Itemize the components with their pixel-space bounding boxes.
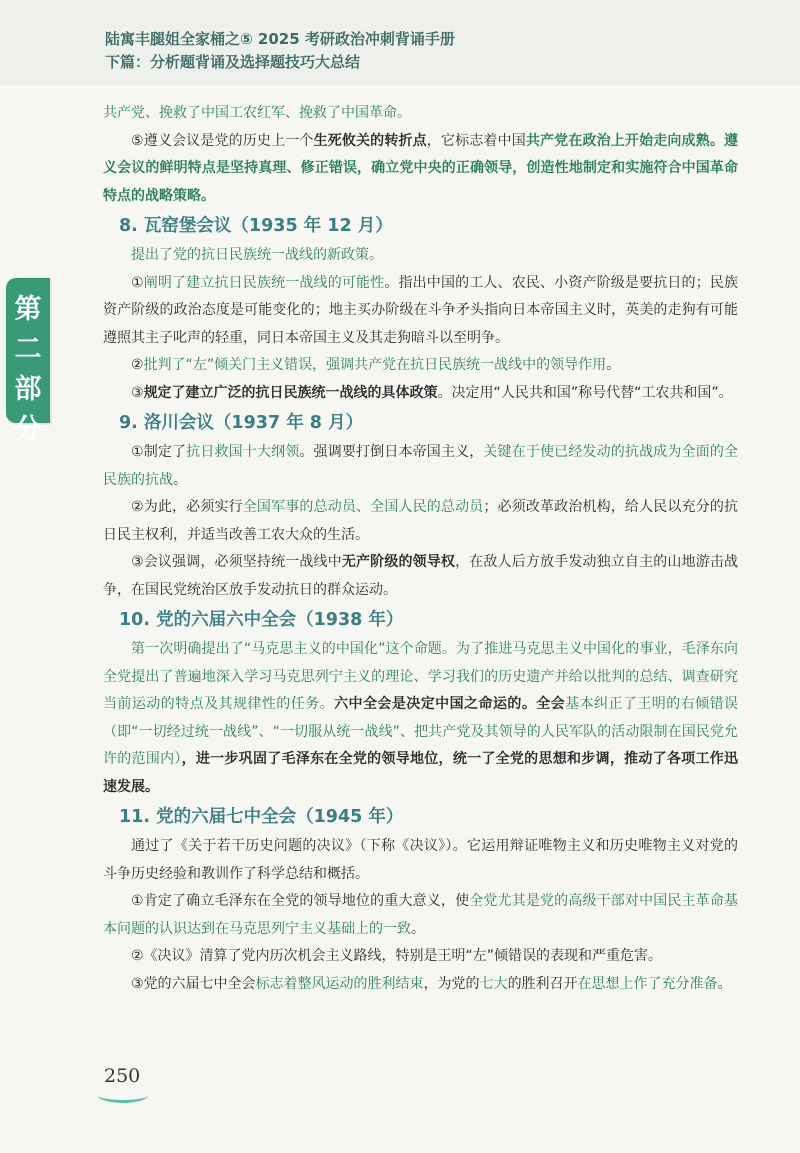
page-number-underline (98, 1088, 148, 1103)
text-run: ③党的六届七中全会 (131, 975, 256, 992)
text-run: 。决定用“人民共和国”称号代替“工农共和国”。 (437, 384, 733, 401)
text-run: 通过了《关于若干历史问题的决议》（下称《决议》）。它运用辩证唯物主义和历史唯物主义对党的斗争历史经验和教训作了科学总结和概括。 (103, 838, 738, 882)
text-run: ，它标志着中国 (426, 132, 526, 149)
text-run: 阐明了建立抗日民族统一战线的可能性 (143, 274, 385, 291)
paragraph (103, 943, 738, 971)
text-run: 。 (717, 975, 732, 992)
paragraph (103, 636, 738, 801)
paragraph (103, 380, 738, 408)
text-run: ② (131, 357, 144, 373)
text-run: 提出了党的抗日民族统一战线的新政策。 (131, 247, 383, 263)
text-run: ，进一步巩固了毛泽东在全党的领导地位，统一了全党的思想和步调，推动了各项工作迅速发展。 (103, 751, 739, 795)
text-run: 共产党、挽救了中国工农红军、挽救了中国革命。 (103, 105, 411, 121)
page-header (0, 0, 800, 85)
part-subtitle: 下篇：分析题背诵及选择题技巧大总结 (105, 53, 361, 71)
text-run: 。强调要打倒日本帝国主义， (299, 444, 484, 460)
page-body (103, 100, 738, 998)
text-run: ，在敌人后方放手发动独立自主的山地游击战争，在国民党统治区放手发动抗日的群众运动。 (103, 554, 739, 598)
paragraph (103, 439, 738, 494)
text-run: ；必须改革政治机构，给人民以充分的抗日民主权利，并适当改善工农大众的生活。 (103, 499, 738, 543)
paragraph (103, 352, 738, 380)
text-run: 的胜利召开 (507, 975, 578, 992)
text-run: ⑤遵义会议是党的历史上一个 (131, 132, 314, 149)
text-run: 生死攸关的转折点 (313, 132, 427, 149)
page-number: 250 (104, 1065, 141, 1087)
text-run: 七大 (479, 975, 508, 992)
section-heading: 10. 党的六届六中全会（1938 年） (119, 610, 404, 630)
text-run: 第一次明确提出了“马克思主义的中国化”这个命题。为了推进马克思主义中国化的事业，毛泽东向全党提出了普遍地深入学习马克思列宁主义的理论、学习我们的历史遗产并给以批判的总结、调查研究当前运动的特点及其规律性的任务。 (103, 641, 738, 712)
text-run: ②《决议》清算了党内历次机会主义路线，特别是王明“左”倾错误的表现和严重危害。 (131, 948, 663, 964)
text-run: 。 (606, 357, 621, 373)
section-heading: 9. 洛川会议（1937 年 8 月） (119, 413, 364, 433)
paragraph (103, 270, 738, 353)
section-heading: 11. 党的六届七中全会（1945 年） (119, 807, 404, 827)
text-run: 关键在于使已经发动的抗战成为全面的全民族的抗战 (103, 444, 739, 488)
text-run: 标志着整风运动的胜利结束 (255, 975, 424, 992)
text-run: 全党尤其是党的高级干部对中国民主革命基本问题的认识达到在马克思列宁主义基础上的一致 (103, 893, 738, 937)
book-title: 陆寓丰腿姐全家桶之⑤ 2025 考研政治冲刺背诵手册 (105, 30, 455, 48)
text-run: 规定了建立广泛的抗日民族统一战线的具体政策 (143, 384, 438, 401)
paragraph (103, 833, 738, 888)
text-run: 六中全会是决定中国之命运的。全会 (334, 696, 566, 712)
side-tab-label: 第二部分 (14, 294, 42, 445)
text-run: 。 (411, 920, 425, 937)
paragraph (103, 549, 738, 604)
section-heading: 8. 瓦窑堡会议（1935 年 12 月） (119, 216, 393, 236)
text-run: ③ (131, 384, 144, 401)
text-run: 全国军事的总动员、全国人民的总动员 (242, 499, 484, 515)
side-section-tab (6, 278, 50, 445)
text-run: ① (131, 274, 144, 291)
paragraph (103, 494, 738, 549)
text-run: ③会议强调，必须坚持统一战线中 (131, 554, 342, 570)
paragraph (103, 100, 738, 128)
paragraph (103, 888, 738, 943)
text-run: 。 (173, 471, 187, 488)
text-run: 共产党在政治上开始走向成熟。遵义会议的鲜明特点是坚持真理、修正错误，确立党中央的正确领导，创造性地制定和实施符合中国革命特点的战略策略。 (103, 132, 739, 204)
paragraph (103, 971, 738, 999)
text-run: ②为此，必须实行 (131, 499, 243, 515)
text-run: ，为党的 (423, 975, 480, 992)
text-run: 。指出中国的工人、农民、小资产阶级是要抗日的；民族资产阶级的政治态度是可能变化的；地主买办阶级在斗争矛头指向日本帝国主义时，英美的走狗有可能遵照其主子叱声的轻重，同日本帝国主义及其走狗暗斗以至明争。 (103, 274, 739, 346)
paragraph (103, 242, 738, 270)
text-run: 批判了“左”倾关门主义错误，强调共产党在抗日民族统一战线中的领导作用 (143, 357, 607, 373)
text-run: ①肯定了确立毛泽东在全党的领导地位的重大意义，使 (131, 893, 470, 909)
paragraph (103, 128, 738, 211)
text-run: 在思想上作了充分准备 (577, 975, 718, 992)
text-run: 抗日救国十大纲领 (186, 444, 300, 460)
text-run: 基本纠正了王明的右倾错误（即“一切经过统一战线”、“一切服从统一战线”、把共产党及其领导的人民军队的活动限制在国民党允许的范围内） (103, 696, 739, 767)
text-run: 无产阶级的领导权 (341, 554, 456, 570)
text-run: ①制定了 (131, 444, 187, 460)
